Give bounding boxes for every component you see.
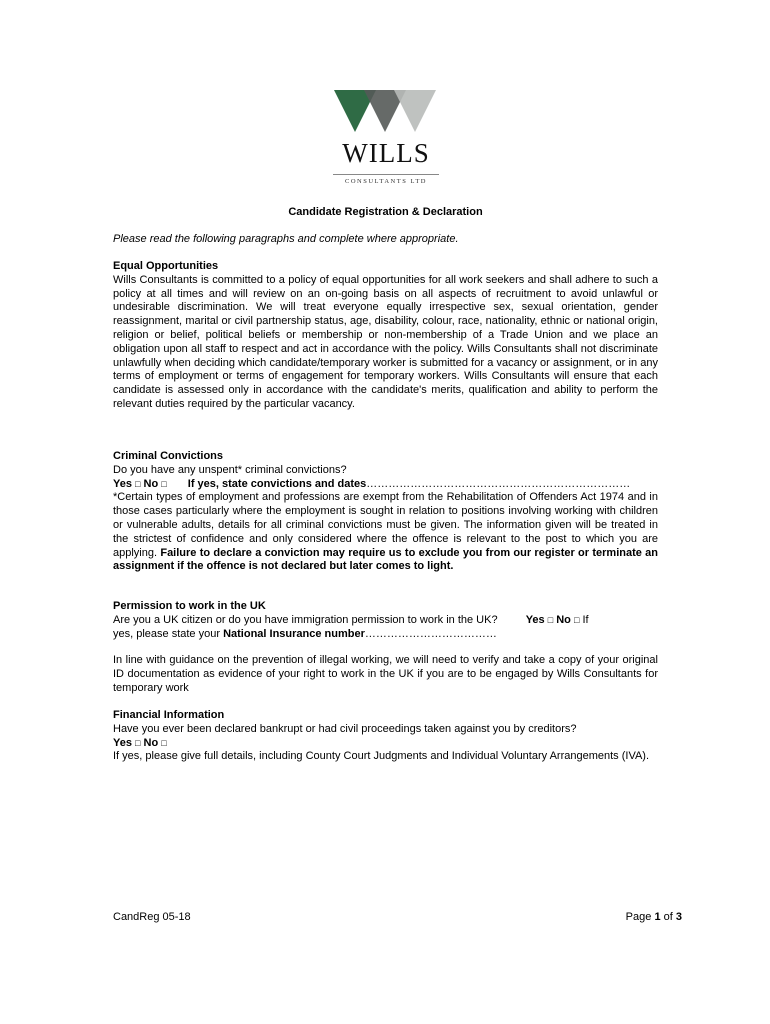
criminal-convictions-answer-row	[113, 478, 658, 492]
permission-question-row	[113, 614, 658, 628]
declaration-warning: Failure to declare a conviction may require us to exclude you from our register or terminate an assignment if the offence is not declared but later comes to light.	[113, 546, 658, 573]
financial-yes-label: Yes	[113, 736, 132, 749]
illegal-working-guidance: In line with guidance on the prevention of illegal working, we will need to verify and take a copy of your original ID documentation as evidence of your right to work in the UK if you are to be engaged by Wills Consultants for temporary work	[113, 654, 658, 694]
equal-opportunities-heading: Equal Opportunities	[113, 260, 219, 272]
document-title: Candidate Registration & Declaration	[288, 206, 483, 218]
no-label: No	[143, 477, 159, 490]
financial-question: Have you ever been declared bankrupt or had civil proceedings taken against you by creditors?	[113, 722, 577, 735]
permission-to-work-heading: Permission to work in the UK	[113, 600, 266, 612]
ni-number-field[interactable]: ………………………………	[364, 627, 497, 640]
no-checkbox[interactable]: □	[161, 478, 167, 489]
financial-no-checkbox[interactable]: □	[161, 737, 167, 748]
permission-yes-label: Yes	[525, 613, 545, 626]
financial-yes-checkbox[interactable]: □	[135, 737, 141, 748]
logo-wordmark: WILLS	[342, 138, 430, 168]
footer-page-number	[626, 911, 682, 923]
criminal-convictions-section	[113, 450, 658, 574]
convictions-details-field[interactable]: ………………………………………………………………	[366, 477, 631, 490]
ni-prefix: yes, please state your	[113, 627, 221, 640]
equal-opportunities-section	[113, 260, 658, 412]
ni-number-row	[113, 628, 658, 642]
page-current: 1	[654, 911, 661, 923]
financial-answer-row	[113, 737, 658, 751]
page-total: 3	[675, 911, 682, 923]
yes-label: Yes	[113, 477, 132, 490]
financial-no-label: No	[143, 736, 159, 749]
criminal-convictions-heading: Criminal Convictions	[113, 450, 224, 462]
criminal-convictions-question: Do you have any unspent* criminal convictions?	[113, 463, 347, 476]
permission-no-checkbox[interactable]: □	[573, 614, 580, 625]
equal-opportunities-body: Wills Consultants is committed to a policy of equal opportunities for all work seekers and shall adhere to such a policy at all times and will review on an on-going basis on all aspects of recruitment to avoid unlawful or undesirable discrimination. We will treat everyone equally irrespective sex, sexual orientation, gender reassignment, marital or civil partnership status, age, disability, colour, race, nationality, ethnic or national origin, religion or belief, political beliefs or membership or non-membership of a Trade Union and we place an obligation upon all staff to respect and act in accordance with the policy. Wills Consultants shall not discriminate unlawfully when deciding which candidate/temporary worker is submitted for a vacancy or assignment, or in any terms of employment or terms of engagement for temporary workers. Wills Consultants will ensure that each candidate is assessed only in accordance with the candidate's merits, qualification and ability to perform the relevant duties required by the particular vacancy.	[113, 273, 658, 410]
permission-to-work-section	[113, 600, 658, 696]
ni-number-label: National Insurance number	[223, 627, 365, 640]
page-of: of	[663, 911, 673, 923]
logo-divider	[333, 174, 439, 175]
financial-information-heading: Financial Information	[113, 709, 225, 721]
logo-triangle-grey-light	[394, 90, 436, 132]
permission-no-label: No	[556, 613, 571, 626]
permission-yes-checkbox[interactable]: □	[547, 614, 554, 625]
criminal-convictions-note	[113, 491, 658, 574]
page-prefix: Page	[625, 911, 652, 923]
exemption-note-text: *Certain types of employment and professions are exempt from the Rehabilitation of Offenders Act 1974 and in those cases particularly where the employment is sought in relation to positions involving working with children or vulnerable adults, details for all criminal convictions must be given. The information given will be treated in the strictest of confidence and only considered where the offence is relevant to the post to which you are applying.	[113, 491, 658, 559]
intro-text: Please read the following paragraphs and complete where appropriate.	[113, 233, 459, 245]
permission-question: Are you a UK citizen or do you have immigration permission to work in the UK?	[113, 613, 498, 626]
yes-checkbox[interactable]: □	[135, 478, 141, 489]
financial-information-section	[113, 709, 658, 764]
convictions-details-label: If yes, state convictions and dates	[187, 477, 367, 490]
financial-details-instructions: If yes, please give full details, including County Court Judgments and Individual Voluntary Arrangements (IVA).	[113, 750, 650, 763]
footer-reference: CandReg 05-18	[113, 911, 191, 923]
logo-subtitle: CONSULTANTS LTD	[345, 178, 427, 185]
permission-if-label: If	[582, 613, 589, 626]
